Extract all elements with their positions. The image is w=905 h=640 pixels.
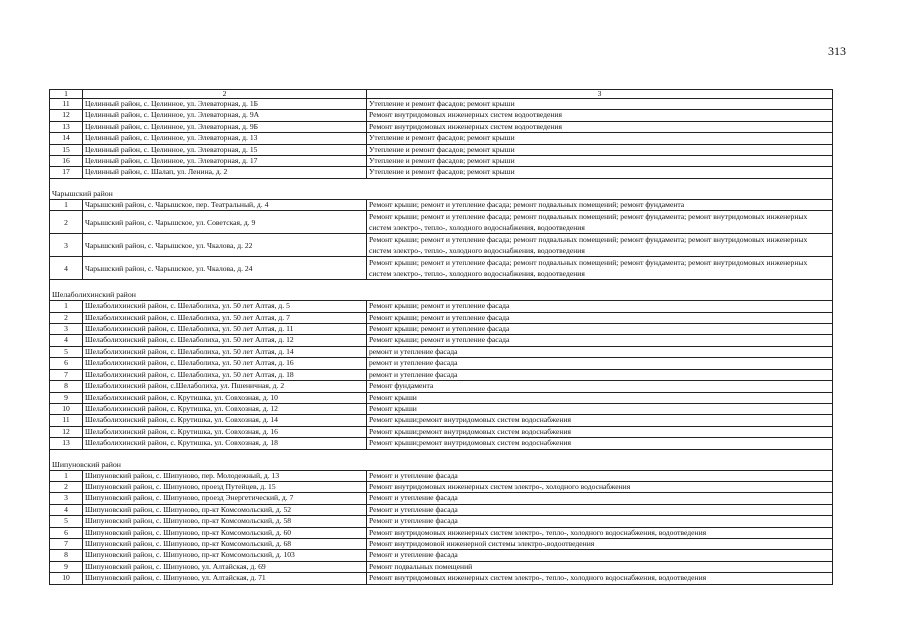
table-row	[50, 538, 833, 549]
table-row	[50, 415, 833, 426]
row-number-cell: 13	[50, 438, 83, 449]
work-type-cell: Ремонт крыши; ремонт и утепление фасада; ремонт подвальных помещений; ремонт фундамента; ремонт внутридомовых инженерных систем электро-, тепло-, холодного водоснабжения, водоотведения	[367, 257, 833, 280]
work-type-cell: Ремонт внутридомовых инженерных систем водоотведения	[367, 110, 833, 121]
address-cell: Чарышский район, с. Чарышское, ул. Чкалова, д. 24	[83, 257, 367, 280]
row-number-cell: 9	[50, 392, 83, 403]
work-type-cell: Ремонт крыши; ремонт и утепление фасада	[367, 312, 833, 323]
address-cell: Чарышский район, с. Чарышское, ул. Советская, д. 9	[83, 211, 367, 234]
address-cell: Шипуновский район, с. Шипуново, ул. Алтайская, д. 71	[83, 573, 367, 584]
table-row	[50, 301, 833, 312]
section-title: Чарышский район	[50, 188, 833, 200]
address-cell: Шипуновский район, с. Шипуново, проезд Путейцев, д. 15	[83, 481, 367, 492]
address-cell: Целинный район, с. Целинное, ул. Элеваторная, д. 1Б	[83, 99, 367, 110]
table-row	[50, 99, 833, 110]
address-cell: Шелаболихинский район, с. Шелаболиха, ул. 50 лет Алтая, д. 16	[83, 358, 367, 369]
address-cell: Шелаболихинский район, с. Крутишка, ул. Совхозная, д. 16	[83, 426, 367, 437]
table-row	[50, 211, 833, 234]
row-number-cell: 6	[50, 358, 83, 369]
address-cell: Целинный район, с. Целинное, ул. Элеваторная, д. 13	[83, 133, 367, 144]
address-cell: Шелаболихинский район, с. Шелаболиха, ул. 50 лет Алтая, д. 7	[83, 312, 367, 323]
row-number-cell: 11	[50, 99, 83, 110]
section-header-row	[50, 289, 833, 301]
table-row	[50, 573, 833, 584]
table-row	[50, 234, 833, 257]
row-number-cell: 6	[50, 527, 83, 538]
table-row	[50, 144, 833, 155]
row-number-cell: 11	[50, 415, 83, 426]
header-col-1: 1	[50, 90, 83, 99]
repair-table	[49, 89, 833, 585]
work-type-cell: Ремонт и утепление фасада	[367, 470, 833, 481]
table-row	[50, 346, 833, 357]
row-number-cell: 7	[50, 369, 83, 380]
table-row	[50, 121, 833, 132]
address-cell: Шипуновский район, с. Шипуново, пр-кт Комсомольский, д. 52	[83, 504, 367, 515]
work-type-cell: Ремонт фундамента	[367, 381, 833, 392]
row-number-cell: 4	[50, 257, 83, 280]
work-type-cell: Ремонт крыши;ремонт внутридомовых систем водоснабжения	[367, 438, 833, 449]
table-row	[50, 438, 833, 449]
table-row	[50, 358, 833, 369]
row-number-cell: 17	[50, 167, 83, 178]
row-number-cell: 10	[50, 573, 83, 584]
row-number-cell: 13	[50, 121, 83, 132]
work-type-cell: Ремонт и утепление фасада	[367, 504, 833, 515]
row-number-cell: 12	[50, 110, 83, 121]
row-number-cell: 3	[50, 234, 83, 257]
work-type-cell: Утепление и ремонт фасадов; ремонт крыши	[367, 144, 833, 155]
row-number-cell: 4	[50, 335, 83, 346]
address-cell: Шипуновский район, с. Шипуново, пр-кт Комсомольский, д. 60	[83, 527, 367, 538]
table-row	[50, 516, 833, 527]
row-number-cell: 4	[50, 504, 83, 515]
address-cell: Целинный район, с. Целинное, ул. Элеваторная, д. 17	[83, 156, 367, 167]
table-row	[50, 493, 833, 504]
work-type-cell: Ремонт внутридомовых инженерных систем электро-, тепло-, холодного водоснабжения, водоотведения	[367, 527, 833, 538]
table-row	[50, 392, 833, 403]
table-row	[50, 312, 833, 323]
section-spacer	[50, 178, 833, 188]
work-type-cell: Ремонт крыши; ремонт и утепление фасада	[367, 324, 833, 335]
table-row	[50, 199, 833, 210]
row-number-cell: 2	[50, 481, 83, 492]
repair-table-body	[50, 90, 833, 585]
table-row	[50, 481, 833, 492]
table-row	[50, 504, 833, 515]
table-row	[50, 110, 833, 121]
work-type-cell: Ремонт внутридомовых инженерных систем электро-, холодного водоснабжения	[367, 481, 833, 492]
address-cell: Шипуновский район, с. Шипуново, ул. Алтайская, д. 69	[83, 561, 367, 572]
address-cell: Целинный район, с. Целинное, ул. Элеваторная, д. 9А	[83, 110, 367, 121]
section-spacer	[50, 449, 833, 459]
section-title: Шипуновский район	[50, 459, 833, 471]
address-cell: Шелаболихинский район, с.Шелаболиха, ул. Пшеничная, д. 2	[83, 381, 367, 392]
work-type-cell: Утепление и ремонт фасадов; ремонт крыши	[367, 99, 833, 110]
work-type-cell: Ремонт крыши; ремонт и утепление фасада	[367, 335, 833, 346]
table-row	[50, 381, 833, 392]
section-header-row	[50, 459, 833, 471]
address-cell: Шелаболихинский район, с. Шелаболиха, ул. 50 лет Алтая, д. 11	[83, 324, 367, 335]
table-row	[50, 561, 833, 572]
row-number-cell: 3	[50, 493, 83, 504]
section-title: Шелаболихинский район	[50, 289, 833, 301]
work-type-cell: Ремонт крыши;ремонт внутридомовых систем водоснабжения	[367, 415, 833, 426]
address-cell: Целинный район, с. Целинное, ул. Элеваторная, д. 9Б	[83, 121, 367, 132]
section-spacer-cell	[50, 178, 833, 188]
work-type-cell: Ремонт крыши; ремонт и утепление фасада	[367, 301, 833, 312]
address-cell: Шелаболихинский район, с. Шелаболиха, ул. 50 лет Алтая, д. 18	[83, 369, 367, 380]
header-col-3: 3	[367, 90, 833, 99]
row-number-cell: 9	[50, 561, 83, 572]
table-row	[50, 369, 833, 380]
address-cell: Шелаболихинский район, с. Шелаболиха, ул. 50 лет Алтая, д. 14	[83, 346, 367, 357]
address-cell: Шелаболихинский район, с. Крутишка, ул. Совхозная, д. 12	[83, 403, 367, 414]
row-number-cell: 2	[50, 211, 83, 234]
address-cell: Шипуновский район, с. Шипуново, пр-кт Комсомольский, д. 68	[83, 538, 367, 549]
work-type-cell: Ремонт и утепление фасада	[367, 516, 833, 527]
table-row	[50, 403, 833, 414]
work-type-cell: Ремонт крыши	[367, 403, 833, 414]
row-number-cell: 8	[50, 381, 83, 392]
header-col-2: 2	[83, 90, 367, 99]
row-number-cell: 14	[50, 133, 83, 144]
address-cell: Шипуновский район, с. Шипуново, проезд Энергетический, д. 7	[83, 493, 367, 504]
row-number-cell: 8	[50, 550, 83, 561]
work-type-cell: Ремонт крыши; ремонт и утепление фасада; ремонт подвальных помещений; ремонт фундамента	[367, 199, 833, 210]
work-type-cell: Утепление и ремонт фасадов; ремонт крыши	[367, 167, 833, 178]
work-type-cell: Ремонт крыши; ремонт и утепление фасада; ремонт подвальных помещений; ремонт фундамента; ремонт внутридомовых инженерных систем электро-, тепло-, холодного водоснабжения, водоотведения	[367, 234, 833, 257]
address-cell: Шелаболихинский район, с. Шелаболиха, ул. 50 лет Алтая, д. 5	[83, 301, 367, 312]
table-row	[50, 257, 833, 280]
table-row	[50, 324, 833, 335]
work-type-cell: ремонт и утепление фасада	[367, 358, 833, 369]
address-cell: Шелаболихинский район, с. Крутишка, ул. Совхозная, д. 10	[83, 392, 367, 403]
row-number-cell: 1	[50, 301, 83, 312]
address-cell: Шелаболихинский район, с. Шелаболиха, ул. 50 лет Алтая, д. 12	[83, 335, 367, 346]
row-number-cell: 16	[50, 156, 83, 167]
work-type-cell: Ремонт и утепление фасада	[367, 493, 833, 504]
address-cell: Шелаболихинский район, с. Крутишка, ул. Совхозная, д. 18	[83, 438, 367, 449]
section-spacer-cell	[50, 449, 833, 459]
table-row	[50, 156, 833, 167]
row-number-cell: 1	[50, 470, 83, 481]
table-row	[50, 133, 833, 144]
row-number-cell: 15	[50, 144, 83, 155]
page-number: 313	[828, 44, 846, 58]
work-type-cell: Ремонт внутридомовых инженерных систем электро-, тепло-, холодного водоснабжения, водоотведения	[367, 573, 833, 584]
work-type-cell: ремонт и утепление фасада	[367, 369, 833, 380]
work-type-cell: Ремонт крыши	[367, 392, 833, 403]
table-row	[50, 167, 833, 178]
address-cell: Целинный район, с. Шалап, ул. Ленина, д. 2	[83, 167, 367, 178]
row-number-cell: 12	[50, 426, 83, 437]
row-number-cell: 1	[50, 199, 83, 210]
work-type-cell: Ремонт и утепление фасада	[367, 550, 833, 561]
table-row	[50, 470, 833, 481]
work-type-cell: Ремонт внутридомовой инженерной системы электро-,водоотведения	[367, 538, 833, 549]
address-cell: Чарышский район, с. Чарышское, пер. Театральный, д. 4	[83, 199, 367, 210]
address-cell: Чарышский район, с. Чарышское, ул. Чкалова, д. 22	[83, 234, 367, 257]
work-type-cell: Ремонт подвальных помещений	[367, 561, 833, 572]
address-cell: Шипуновский район, с. Шипуново, пер. Молодежный, д. 13	[83, 470, 367, 481]
work-type-cell: Ремонт крыши; ремонт и утепление фасада; ремонт подвальных помещений; ремонт фундамента; ремонт внутридомовых инженерных систем электро-, тепло-, холодного водоснабжения, водоотведения	[367, 211, 833, 234]
address-cell: Целинный район, с. Целинное, ул. Элеваторная, д. 15	[83, 144, 367, 155]
section-spacer	[50, 280, 833, 290]
work-type-cell: Утепление и ремонт фасадов; ремонт крыши	[367, 156, 833, 167]
table-row	[50, 335, 833, 346]
work-type-cell: Ремонт внутридомовых инженерных систем водоотведения	[367, 121, 833, 132]
row-number-cell: 5	[50, 516, 83, 527]
row-number-cell: 5	[50, 346, 83, 357]
table-row	[50, 550, 833, 561]
work-type-cell: Утепление и ремонт фасадов; ремонт крыши	[367, 133, 833, 144]
row-number-cell: 3	[50, 324, 83, 335]
section-header-row	[50, 188, 833, 200]
row-number-cell: 2	[50, 312, 83, 323]
address-cell: Шипуновский район, с. Шипуново, пр-кт Комсомольский, д. 58	[83, 516, 367, 527]
row-number-cell: 10	[50, 403, 83, 414]
work-type-cell: Ремонт крыши;ремонт внутридомовых систем водоснабжения	[367, 426, 833, 437]
address-cell: Шипуновский район, с. Шипуново, пр-кт Комсомольский, д. 103	[83, 550, 367, 561]
section-spacer-cell	[50, 280, 833, 290]
table-row	[50, 426, 833, 437]
table-row	[50, 527, 833, 538]
work-type-cell: ремонт и утепление фасада	[367, 346, 833, 357]
table-header-row	[50, 90, 833, 99]
row-number-cell: 7	[50, 538, 83, 549]
address-cell: Шелаболихинский район, с. Крутишка, ул. Совхозная, д. 14	[83, 415, 367, 426]
